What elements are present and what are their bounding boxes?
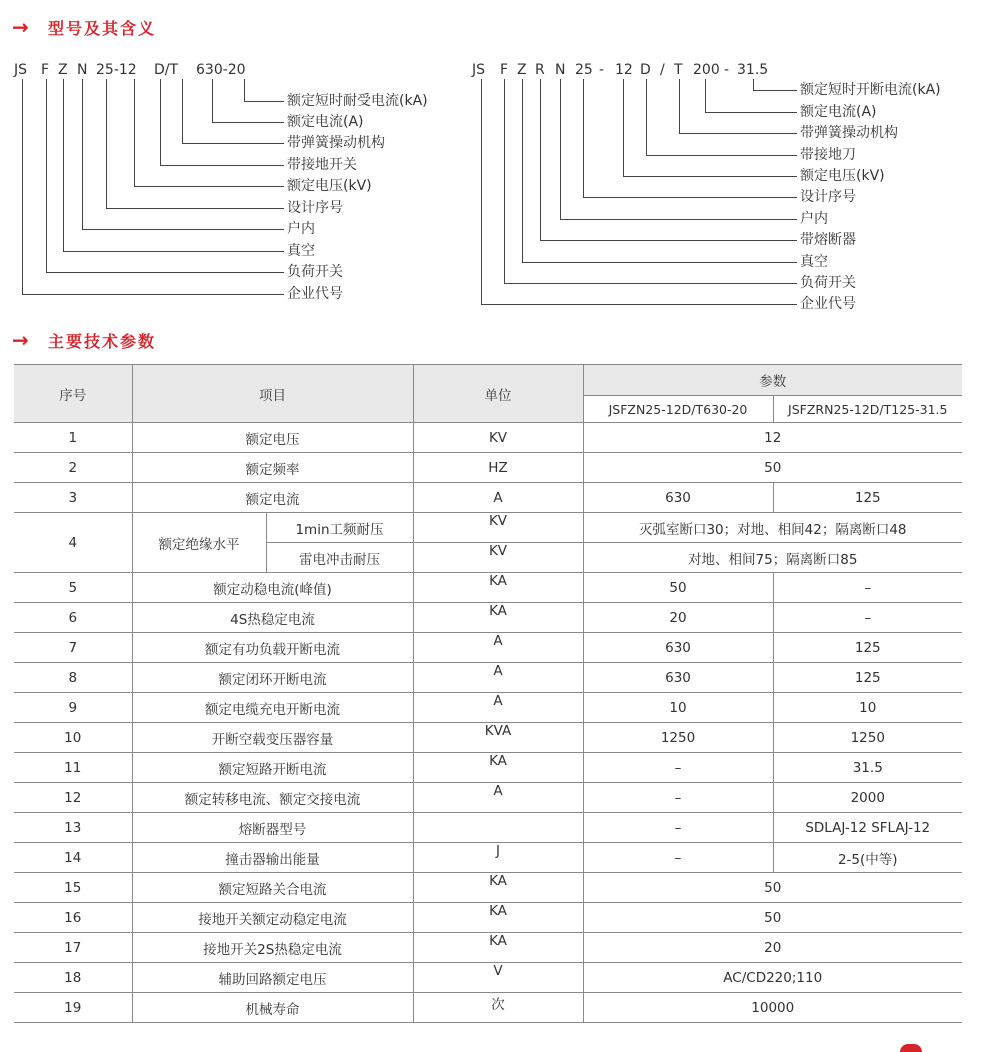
table-row bbox=[14, 993, 962, 1023]
connector bbox=[679, 133, 797, 134]
cell-item: 开断空载变压器容量 bbox=[132, 723, 413, 753]
table-row bbox=[14, 693, 962, 723]
table-row bbox=[14, 783, 962, 813]
model2-meaning: 负荷开关 bbox=[800, 275, 856, 291]
arrow-right-icon: → bbox=[12, 15, 29, 39]
model1-meaning: 额定电压(kV) bbox=[287, 178, 372, 194]
cell-unit: KA bbox=[413, 903, 583, 933]
cell-value-b: SDLAJ-12 SFLAJ-12 bbox=[773, 813, 962, 843]
cell-value-b: 10 bbox=[773, 693, 962, 723]
model2-code-f: F bbox=[500, 62, 509, 78]
connector bbox=[46, 79, 47, 272]
model2-meaning: 额定电压(kV) bbox=[800, 168, 885, 184]
cell-item: 辅助回路额定电压 bbox=[132, 963, 413, 993]
connector bbox=[646, 155, 797, 156]
model1-meaning: 额定短时耐受电流(kA) bbox=[287, 93, 428, 109]
cell-value-a: – bbox=[583, 783, 773, 813]
connector bbox=[504, 283, 797, 284]
section-heading-specs bbox=[12, 325, 156, 355]
cell-seq: 11 bbox=[14, 753, 132, 783]
model-designation-diagrams bbox=[0, 0, 1000, 320]
cell-seq: 18 bbox=[14, 963, 132, 993]
connector bbox=[504, 79, 505, 283]
cell-item: 额定闭环开断电流 bbox=[132, 663, 413, 693]
cell-unit: KVA bbox=[413, 723, 583, 753]
cell-value-a: 50 bbox=[583, 573, 773, 603]
model1-code-voltage: 25-12 bbox=[96, 62, 137, 78]
cell-unit: KV bbox=[413, 423, 583, 453]
model2-meaning: 额定电流(A) bbox=[800, 104, 877, 120]
cell-unit: KA bbox=[413, 873, 583, 903]
table-row bbox=[14, 453, 962, 483]
cell-value-a: – bbox=[583, 753, 773, 783]
cell-unit: KA bbox=[413, 753, 583, 783]
cell-subitem: 1min工频耐压 bbox=[266, 513, 413, 543]
cell-value-a: 630 bbox=[583, 633, 773, 663]
cell-item: 额定转移电流、额定交接电流 bbox=[132, 783, 413, 813]
model1-code-js: JS bbox=[14, 62, 28, 78]
cell-value-a: 10 bbox=[583, 693, 773, 723]
cell-unit: V bbox=[413, 963, 583, 993]
connector bbox=[540, 240, 797, 241]
connector bbox=[753, 90, 797, 91]
cell-seq: 3 bbox=[14, 483, 132, 513]
header-model-b: JSFZRN25-12D/T125-31.5 bbox=[773, 396, 962, 423]
table-row bbox=[14, 963, 962, 993]
connector bbox=[134, 79, 135, 186]
model1-meaning: 带接地开关 bbox=[287, 157, 357, 173]
cell-value-b: 2000 bbox=[773, 783, 962, 813]
cell-item: 撞击器输出能量 bbox=[132, 843, 413, 873]
cell-item: 机械寿命 bbox=[132, 993, 413, 1023]
technical-parameters-table bbox=[14, 364, 962, 1023]
cell-item: 4S热稳定电流 bbox=[132, 603, 413, 633]
connector bbox=[583, 197, 797, 198]
model1-code-z: Z bbox=[58, 62, 68, 78]
cell-value-merged: 灭弧室断口30；对地、相间42；隔离断口48 bbox=[583, 513, 962, 543]
table-row bbox=[14, 513, 962, 543]
connector bbox=[623, 79, 624, 176]
table-row bbox=[14, 663, 962, 693]
cell-unit: A bbox=[413, 633, 583, 663]
cell-value-a: – bbox=[583, 843, 773, 873]
cell-value-b: 125 bbox=[773, 633, 962, 663]
model2-meaning: 带接地刀 bbox=[800, 147, 856, 163]
connector bbox=[623, 176, 797, 177]
cell-value-b: 2-5(中等) bbox=[773, 843, 962, 873]
connector bbox=[106, 208, 284, 209]
model2-meaning: 额定短时开断电流(kA) bbox=[800, 82, 941, 98]
cell-unit: KA bbox=[413, 603, 583, 633]
header-item: 项目 bbox=[132, 365, 413, 423]
cell-item: 额定短路关合电流 bbox=[132, 873, 413, 903]
section-title-model-meaning: 型号及其含义 bbox=[48, 18, 157, 38]
model2-code-slash: / bbox=[660, 62, 665, 78]
connector bbox=[22, 294, 284, 295]
cell-value-b: – bbox=[773, 573, 962, 603]
cell-value-a: – bbox=[583, 813, 773, 843]
model1-meaning: 真空 bbox=[287, 243, 315, 259]
connector bbox=[560, 219, 797, 220]
table-row bbox=[14, 753, 962, 783]
cell-value-merged: 20 bbox=[583, 933, 962, 963]
model1-code-n: N bbox=[77, 62, 88, 78]
cell-unit: KA bbox=[413, 573, 583, 603]
connector bbox=[646, 79, 647, 155]
cell-value-b: 31.5 bbox=[773, 753, 962, 783]
cell-seq: 8 bbox=[14, 663, 132, 693]
cell-unit: 次 bbox=[413, 993, 583, 1023]
model2-code-t: T bbox=[674, 62, 683, 78]
cell-value-merged: 12 bbox=[583, 423, 962, 453]
cell-value-merged: 50 bbox=[583, 453, 962, 483]
model2-code-200: 200 bbox=[693, 62, 720, 78]
table-row bbox=[14, 873, 962, 903]
connector bbox=[46, 272, 284, 273]
model1-code-dt: D/T bbox=[154, 62, 179, 78]
model2-code-dash2: - bbox=[724, 62, 730, 78]
model2-code-25: 25 bbox=[575, 62, 593, 78]
connector bbox=[679, 79, 680, 133]
model2-meaning: 带弹簧操动机构 bbox=[800, 125, 898, 141]
cell-seq: 1 bbox=[14, 423, 132, 453]
cell-value-a: 20 bbox=[583, 603, 773, 633]
cell-item: 额定电压 bbox=[132, 423, 413, 453]
cell-item: 额定短路开断电流 bbox=[132, 753, 413, 783]
table-row bbox=[14, 633, 962, 663]
connector bbox=[182, 79, 183, 143]
model2-code-12: 12 bbox=[615, 62, 633, 78]
model2-meaning: 设计序号 bbox=[800, 189, 856, 205]
connector bbox=[22, 79, 23, 294]
cell-seq: 15 bbox=[14, 873, 132, 903]
cell-unit: A bbox=[413, 483, 583, 513]
model2-code-dash: - bbox=[599, 62, 605, 78]
model1-code-rating: 630-20 bbox=[196, 62, 246, 78]
cell-value-merged: AC/CD220;110 bbox=[583, 963, 962, 993]
page-number-badge-shape bbox=[900, 1044, 922, 1052]
model2-meaning: 带熔断器 bbox=[800, 232, 856, 248]
cell-value-merged: 50 bbox=[583, 903, 962, 933]
model2-code-d: D bbox=[640, 62, 651, 78]
cell-value-b: 125 bbox=[773, 483, 962, 513]
cell-item: 额定电缆充电开断电流 bbox=[132, 693, 413, 723]
cell-seq: 5 bbox=[14, 573, 132, 603]
model1-meaning: 带弹簧操动机构 bbox=[287, 135, 385, 151]
cell-seq: 12 bbox=[14, 783, 132, 813]
cell-seq: 7 bbox=[14, 633, 132, 663]
cell-seq: 14 bbox=[14, 843, 132, 873]
table-row bbox=[14, 723, 962, 753]
cell-item: 额定绝缘水平 bbox=[132, 513, 266, 573]
cell-value-merged: 对地、相间75；隔离断口85 bbox=[583, 543, 962, 573]
cell-unit bbox=[413, 813, 583, 843]
section-title-main-specs: 主要技术参数 bbox=[48, 331, 157, 351]
table-row bbox=[14, 483, 962, 513]
model2-code-r: R bbox=[535, 62, 545, 78]
table-row bbox=[14, 843, 962, 873]
header-unit: 单位 bbox=[413, 365, 583, 423]
cell-seq: 17 bbox=[14, 933, 132, 963]
connector bbox=[481, 79, 482, 304]
connector bbox=[522, 79, 523, 262]
cell-subitem: 雷电冲击耐压 bbox=[266, 543, 413, 573]
cell-seq: 13 bbox=[14, 813, 132, 843]
header-seq: 序号 bbox=[14, 365, 132, 423]
cell-item: 接地开关额定动稳定电流 bbox=[132, 903, 413, 933]
model1-code-f: F bbox=[41, 62, 50, 78]
cell-value-merged: 10000 bbox=[583, 993, 962, 1023]
connector bbox=[212, 79, 213, 122]
cell-value-a: 630 bbox=[583, 483, 773, 513]
cell-value-b: – bbox=[773, 603, 962, 633]
model1-meaning: 户内 bbox=[287, 221, 315, 237]
cell-unit: KA bbox=[413, 933, 583, 963]
cell-unit: A bbox=[413, 663, 583, 693]
connector bbox=[705, 112, 797, 113]
connector bbox=[705, 79, 706, 112]
cell-item: 额定动稳电流(峰值) bbox=[132, 573, 413, 603]
model2-meaning: 户内 bbox=[800, 211, 828, 227]
connector bbox=[160, 79, 161, 165]
cell-unit: HZ bbox=[413, 453, 583, 483]
cell-seq: 10 bbox=[14, 723, 132, 753]
cell-seq: 16 bbox=[14, 903, 132, 933]
table-row bbox=[14, 423, 962, 453]
cell-item: 额定有功负载开断电流 bbox=[132, 633, 413, 663]
cell-value-b: 1250 bbox=[773, 723, 962, 753]
table-row bbox=[14, 603, 962, 633]
cell-seq: 6 bbox=[14, 603, 132, 633]
cell-seq: 4 bbox=[14, 513, 132, 573]
table-row bbox=[14, 813, 962, 843]
connector bbox=[160, 165, 284, 166]
model1-meaning: 额定电流(A) bbox=[287, 114, 364, 130]
connector bbox=[753, 79, 754, 90]
cell-value-b: 125 bbox=[773, 663, 962, 693]
cell-value-a: 1250 bbox=[583, 723, 773, 753]
connector bbox=[244, 79, 245, 101]
model2-code-z: Z bbox=[517, 62, 527, 78]
model2-meaning: 真空 bbox=[800, 254, 828, 270]
header-model-a: JSFZN25-12D/T630-20 bbox=[583, 396, 773, 423]
connector bbox=[106, 79, 107, 208]
connector bbox=[583, 79, 584, 197]
connector bbox=[540, 79, 541, 240]
connector bbox=[522, 262, 797, 263]
cell-unit: J bbox=[413, 843, 583, 873]
cell-seq: 9 bbox=[14, 693, 132, 723]
cell-unit: KV bbox=[413, 513, 583, 543]
table-row bbox=[14, 933, 962, 963]
cell-unit: A bbox=[413, 693, 583, 723]
cell-unit: A bbox=[413, 783, 583, 813]
table-row bbox=[14, 573, 962, 603]
model2-code-n: N bbox=[555, 62, 566, 78]
model1-meaning: 负荷开关 bbox=[287, 264, 343, 280]
cell-value-a: 630 bbox=[583, 663, 773, 693]
cell-value-merged: 50 bbox=[583, 873, 962, 903]
cell-item: 额定电流 bbox=[132, 483, 413, 513]
header-params: 参数 bbox=[583, 365, 962, 396]
connector bbox=[63, 251, 284, 252]
cell-item: 额定频率 bbox=[132, 453, 413, 483]
connector bbox=[244, 101, 284, 102]
cell-item: 熔断器型号 bbox=[132, 813, 413, 843]
cell-seq: 2 bbox=[14, 453, 132, 483]
model1-meaning: 设计序号 bbox=[287, 200, 343, 216]
connector bbox=[481, 304, 797, 305]
connector bbox=[182, 143, 284, 144]
model2-code-js: JS bbox=[472, 62, 486, 78]
connector bbox=[560, 79, 561, 219]
connector bbox=[134, 186, 284, 187]
model2-meaning: 企业代号 bbox=[800, 296, 856, 312]
cell-unit: KV bbox=[413, 543, 583, 573]
model2-code-315: 31.5 bbox=[737, 62, 769, 78]
connector bbox=[82, 79, 83, 229]
arrow-right-icon: → bbox=[12, 328, 29, 352]
connector bbox=[212, 122, 284, 123]
connector bbox=[82, 229, 284, 230]
connector bbox=[63, 79, 64, 251]
model1-meaning: 企业代号 bbox=[287, 286, 343, 302]
cell-item: 接地开关2S热稳定电流 bbox=[132, 933, 413, 963]
table-row bbox=[14, 903, 962, 933]
cell-seq: 19 bbox=[14, 993, 132, 1023]
